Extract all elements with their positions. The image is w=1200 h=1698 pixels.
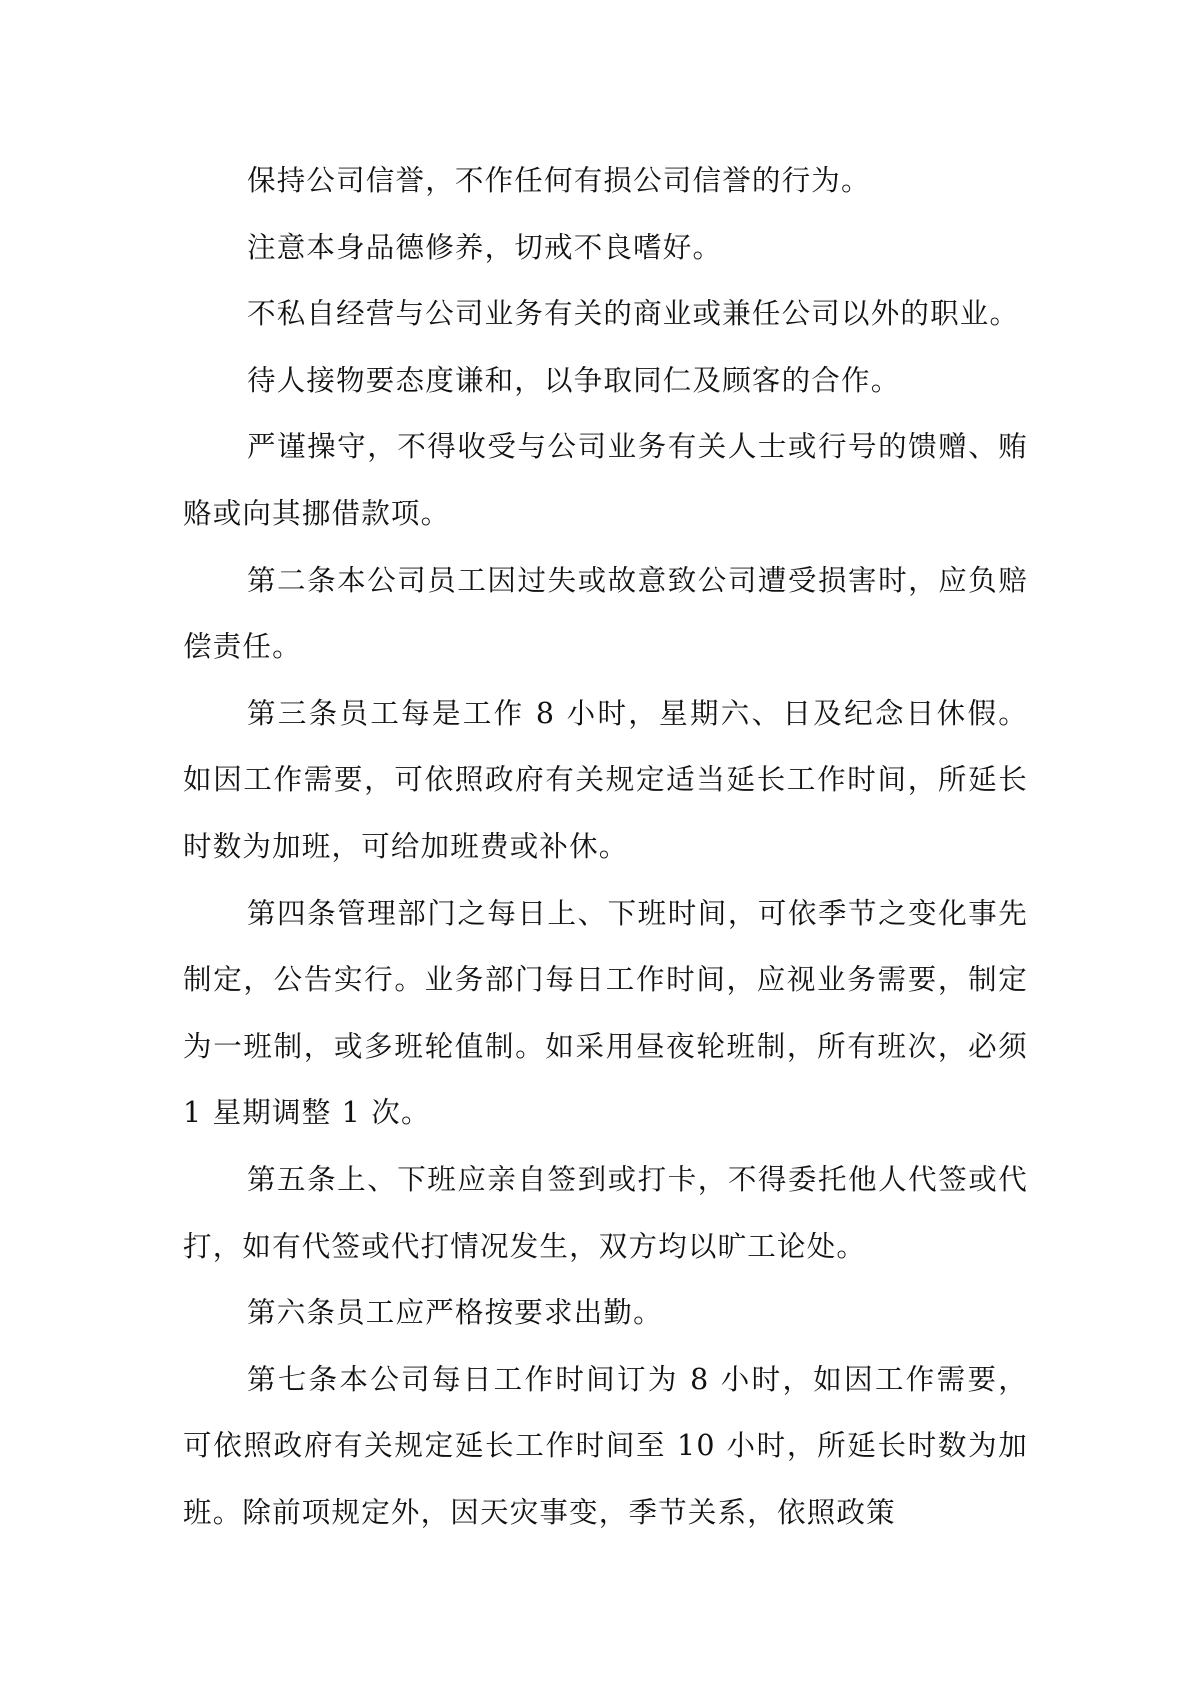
paragraph-no-side-business: 不私自经营与公司业务有关的商业或兼任公司以外的职业。 [247,297,1020,331]
article-2: 第二条本公司员工因过失或故意致公司遭受损害时，应负赔偿责任。 [183,563,1028,664]
article-6: 第六条员工应严格按要求出勤。 [247,1296,663,1330]
paragraph-integrity: 严谨操守，不得收受与公司业务有关人士或行号的馈赠、贿赂或向其挪借款项。 [183,430,1028,530]
paragraph-moral-conduct: 注意本身品德修养，切戒不良嗜好。 [247,230,723,264]
document-body [183,148,1028,1546]
article-4: 第四条管理部门之每日上、下班时间，可依季节之变化事先制定，公告实行。业务部门每日工作时间，应视业务需要，制定为一班制，或多班轮值制。如采用昼夜轮班制，所有班次，必须 1 星期调整 1 次。 [183,896,1028,1130]
article-3: 第三条员工每是工作 8 小时，星期六、日及纪念日休假。如因工作需要，可依照政府有关规定适当延长工作时间，所延长时数为加班，可给加班费或补休。 [183,696,1028,863]
paragraph-courtesy: 待人接物要态度谦和，以争取同仁及顾客的合作。 [247,363,901,397]
article-7: 第七条本公司每日工作时间订为 8 小时，如因工作需要，可依照政府有关规定延长工作时间至 10 小时，所延长时数为加班。除前项规定外，因天灾事变，季节关系，依照政策 [183,1362,1028,1529]
paragraph-reputation: 保持公司信誉，不作任何有损公司信誉的行为。 [247,164,871,197]
article-5: 第五条上、下班应亲自签到或打卡，不得委托他人代签或代打，如有代签或代打情况发生，双方均以旷工论处。 [183,1162,1028,1263]
